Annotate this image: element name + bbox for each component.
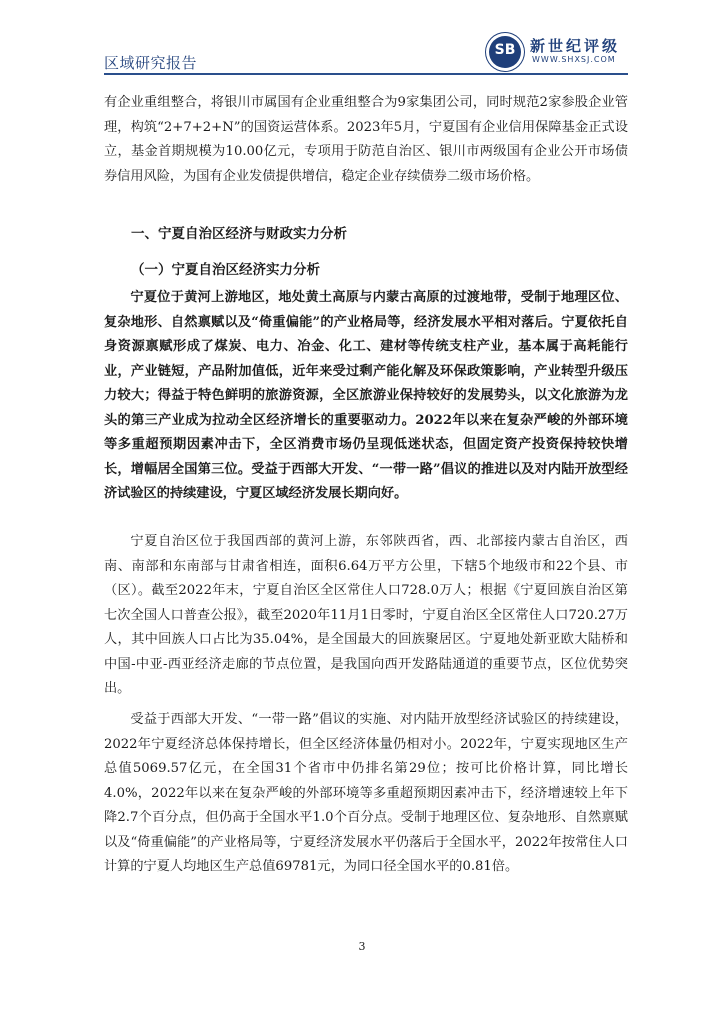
header-divider	[104, 73, 628, 75]
intro-paragraph-block	[104, 91, 628, 189]
section-heading: 一、宁夏自治区经济与财政实力分析	[131, 226, 347, 242]
logo-badge-icon: SB	[486, 33, 524, 71]
summary-paragraph-block	[104, 286, 628, 507]
summary-paragraph: 宁夏位于黄河上游地区，地处黄土高原与内蒙古高原的过渡地带，受制于地理区位、复杂地形、自然禀赋以及“倚重偏能”的产业格局等，经济发展水平相对落后。宁夏依托自身资源禀赋形成了煤炭、电力、冶金、化工、建材等传统支柱产业，基本属于高耗能行业，产业链短，产品附加值低，近年来受过剩产能化解及环保政策影响，产业转型升级压力较大；得益于特色鲜明的旅游资源，全区旅游业保持较好的发展势头，以文化旅游为龙头的第三产业成为拉动全区经济增长的重要驱动力。2022年以来在复杂严峻的外部环境等多重超预期因素冲击下，全区消费市场仍呈现低迷状态，但固定资产投资保持较快增长，增幅居全国第三位。受益于西部大开发、“一带一路”倡议的推进以及对内陆开放型经济试验区的持续建设，宁夏区域经济发展长期向好。	[104, 290, 628, 501]
location-paragraph-block	[104, 530, 628, 702]
page-header	[0, 0, 724, 80]
economy-paragraph: 受益于西部大开发、“一带一路”倡议的实施、对内陆开放型经济试验区的持续建设，2022年宁夏经济总体保持增长，但全区经济体量仍相对小。2022年，宁夏实现地区生产总值5069.57亿元，在全国31个省市中仍排名第29位；按可比价格计算，同比增长4.0%，2022年以来在复杂严峻的外部环境等多重超预期因素冲击下，经济增速较上年下降2.7个百分点，但仍高于全国水平1.0个百分点。受制于地理区位、复杂地形、自然禀赋以及“倚重偏能”的产业格局等，宁夏经济发展水平仍落后于全国水平，2022年按常住人口计算的宁夏人均地区生产总值69781元，为同口径全国水平的0.81倍。	[104, 712, 628, 874]
subsection-heading: （一）宁夏自治区经济实力分析	[131, 262, 320, 278]
location-paragraph: 宁夏自治区位于我国西部的黄河上游，东邻陕西省，西、北部接内蒙古自治区，西南、南部和东南部与甘肃省相连，面积6.64万平方公里，下辖5个地级市和22个县、市（区）。截至2022年末，宁夏自治区全区常住人口728.0万人；根据《宁夏回族自治区第七次全国人口普查公报》，截至2020年11月1日零时，宁夏自治区全区常住人口720.27万人，其中回族人口占比为35.04%，是全国最大的回族聚居区。宁夏地处新亚欧大陆桥和中国-中亚-西亚经济走廊的节点位置，是我国向西开发路陆通道的重要节点，区位优势突出。	[104, 534, 628, 696]
page-number: 3	[358, 940, 366, 953]
logo-name: 新世纪评级	[530, 37, 621, 55]
intro-paragraph: 有企业重组整合，将银川市属国有企业重组整合为9家集团公司，同时规范2家参股企业管理，构筑“2+7+2+N”的国资运营体系。2023年5月，宁夏国有企业信用保障基金正式设立，基金首期规模为10.00亿元，专项用于防范自治区、银川市两级国有企业公开市场债券信用风险，为国有企业发债提供增信，稳定企业存续债券二级市场价格。	[104, 95, 628, 184]
report-section-title: 区域研究报告	[104, 54, 198, 72]
company-logo	[486, 33, 628, 71]
economy-paragraph-block	[104, 708, 628, 880]
logo-url: WWW.SHXSJ.COM	[532, 55, 616, 64]
